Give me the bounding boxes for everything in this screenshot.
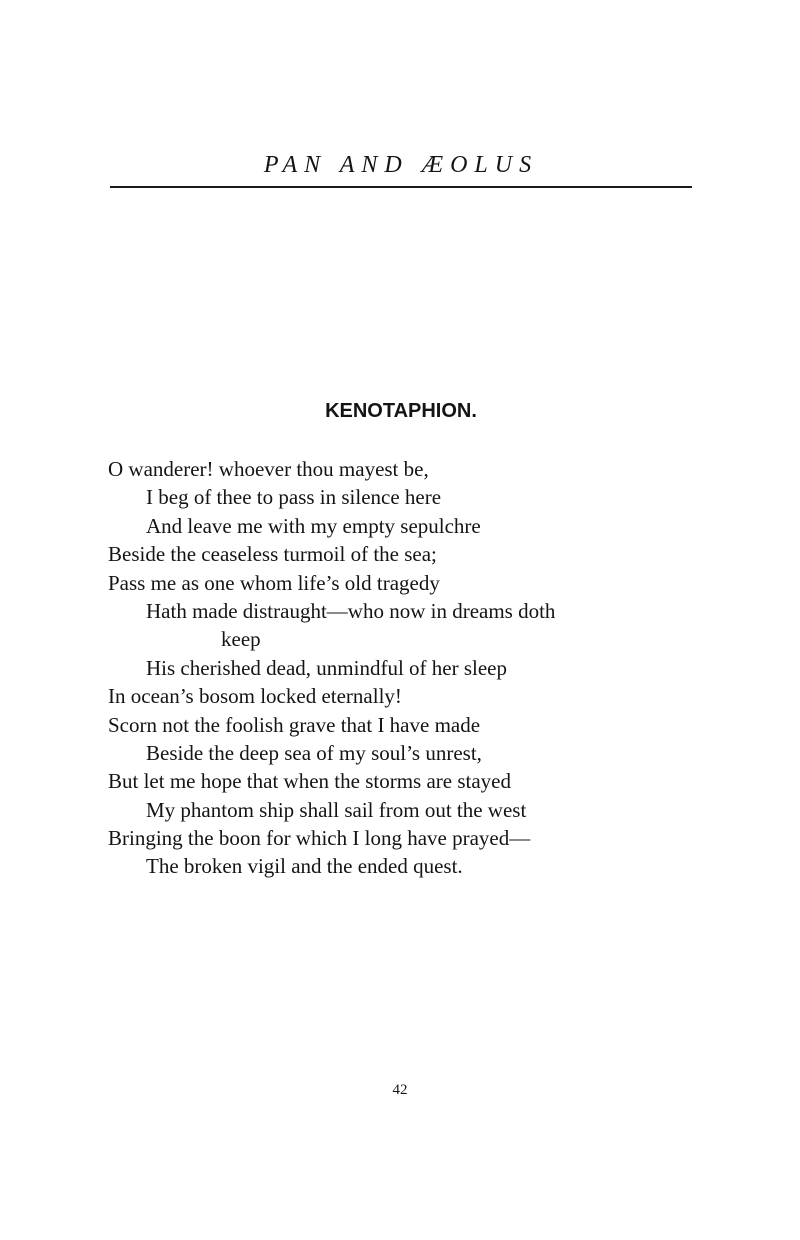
page-number: 42 xyxy=(392,1082,408,1098)
poem-body xyxy=(108,455,708,881)
poem-line: keep xyxy=(221,627,261,652)
poem-line: O wanderer! whoever thou mayest be, xyxy=(108,457,429,481)
poem-line: Pass me as one whom life’s old tragedy xyxy=(108,570,440,595)
poem-title: KENOTAPHION. xyxy=(325,400,477,422)
poem-line: My phantom ship shall sail from out the west xyxy=(146,797,527,822)
header-rule xyxy=(110,186,692,188)
poem-line: But let me hope that when the storms are stayed xyxy=(108,769,511,794)
running-head: PAN AND ÆOLUS xyxy=(263,152,539,178)
poem-line: The broken vigil and the ended quest. xyxy=(146,854,463,879)
poem-line: His cherished dead, unmindful of her sleep xyxy=(146,655,507,680)
poem-line: Beside the deep sea of my soul’s unrest, xyxy=(146,740,482,765)
poem-line: I beg of thee to pass in silence here xyxy=(146,485,442,510)
poem-line: Bringing the boon for which I long have prayed— xyxy=(108,826,531,851)
poem-line: And leave me with my empty sepulchre xyxy=(146,513,481,538)
poem-line: Scorn not the foolish grave that I have made xyxy=(108,712,481,737)
poem-line: Beside the ceaseless turmoil of the sea; xyxy=(108,542,437,567)
poem-line: Hath made distraught—who now in dreams doth xyxy=(146,598,556,623)
poem-line: In ocean’s bosom locked eternally! xyxy=(108,684,402,709)
